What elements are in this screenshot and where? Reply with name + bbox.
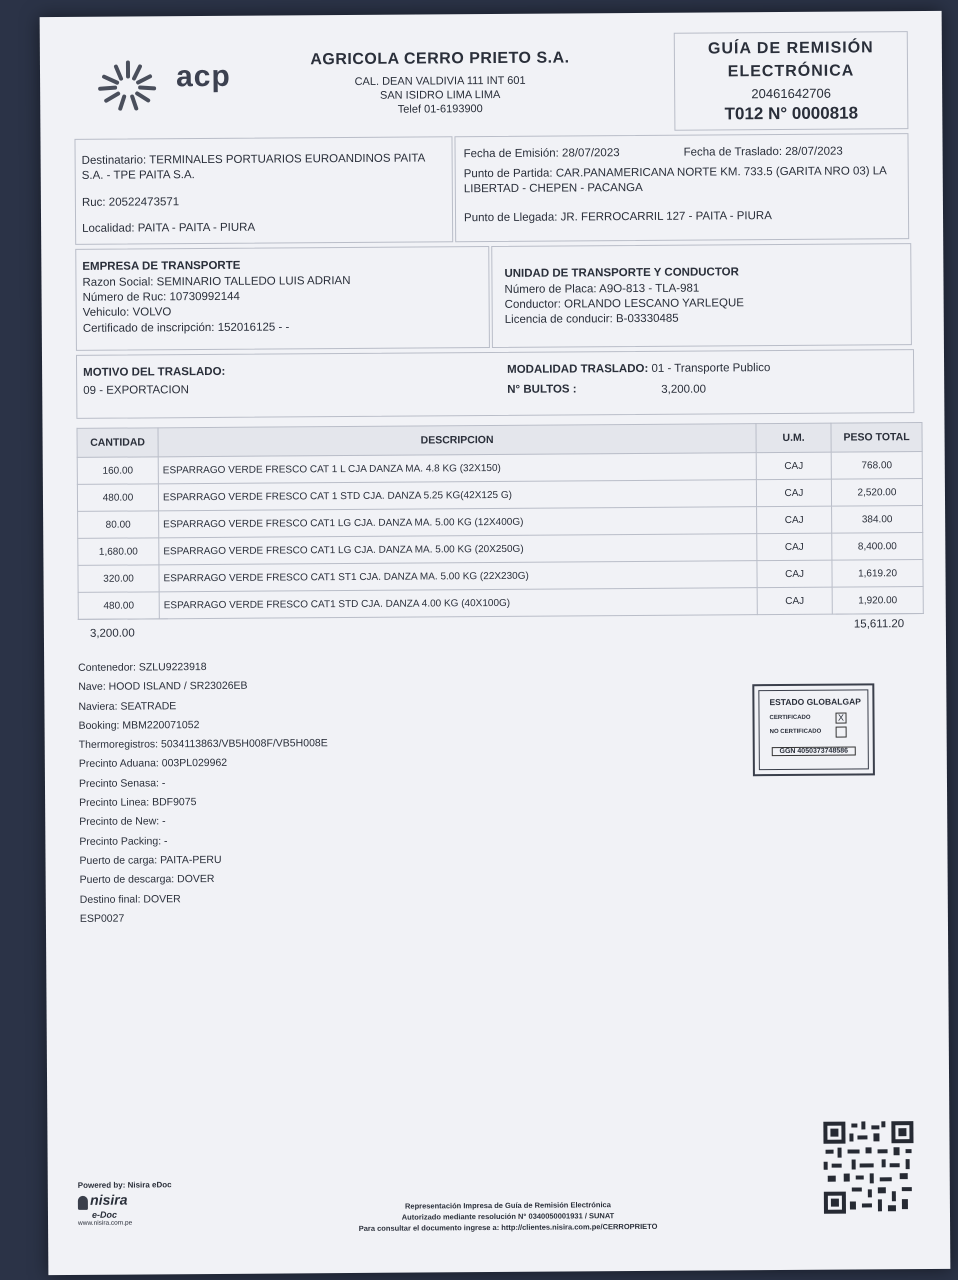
cell-peso: 1,920.00: [832, 587, 923, 615]
cell-peso: 384.00: [832, 506, 923, 534]
fecha-emision-line: [464, 146, 620, 162]
transporte-ruc-label: Número de Ruc:: [82, 291, 167, 304]
total-cantidad: 3,200.00: [89, 627, 135, 640]
vehiculo-label: Vehiculo:: [82, 306, 130, 319]
destinatario-box: [74, 136, 453, 245]
destinatario-ruc-line: [82, 195, 179, 211]
total-cantidad-rule: [78, 618, 168, 620]
motivo-title: MOTIVO DEL TRASLADO:: [83, 365, 226, 379]
col-um: U.M.: [756, 423, 831, 453]
fecha-traslado-label: Fecha de Traslado:: [683, 145, 783, 159]
fecha-emision: 28/07/2023: [561, 147, 620, 160]
powered-by-text: Powered by: Nisira eDoc: [77, 1180, 172, 1190]
cell-um: CAJ: [757, 560, 832, 588]
detail-puerto-carga: Puerto de carga: PAITA-PERU: [79, 853, 222, 867]
table-row: [78, 587, 923, 620]
detail-precinto-senasa: Precinto Senasa: -: [78, 777, 166, 790]
fecha-emision-label: Fecha de Emisión:: [463, 147, 559, 161]
footer-line-2: Autorizado mediante resolución N° 0340050001931 / SUNAT: [401, 1211, 615, 1222]
globalgap-title: ESTADO GLOBALGAP: [769, 696, 861, 708]
total-peso-rule: [836, 613, 924, 615]
fecha-traslado-line: [684, 145, 843, 161]
company-name: AGRICOLA CERRO PRIETO S.A.: [310, 49, 570, 69]
detail-precinto-linea: Precinto Linea: BDF9075: [79, 796, 197, 809]
motivo-traslado-box: [76, 349, 914, 419]
localidad-value: PAITA - PAITA - PIURA: [137, 221, 256, 235]
guia-number: T012 N° 0000818: [724, 103, 859, 124]
modalidad-label: MODALIDAD TRASLADO:: [507, 362, 649, 376]
guia-remision-box: [674, 31, 909, 131]
razon-social-line: [82, 274, 350, 291]
vehiculo: VOLVO: [132, 306, 172, 319]
cell-descripcion: ESPARRAGO VERDE FRESCO CAT 1 STD CJA. DANZA 5.25 KG(42X125 G): [158, 480, 756, 511]
footer-line-1: Representación Impresa de Guía de Remisión Electrónica: [404, 1200, 611, 1211]
traslado-info-box: [454, 133, 909, 242]
detail-naviera: Naviera: SEATRADE: [78, 699, 177, 713]
destinatario-name: TERMINALES PORTUARIOS EUROANDINOS PAITA S.A. - TPE PAITA S.A.: [81, 152, 425, 182]
certificado: 152016125 - -: [217, 321, 290, 334]
transporte-ruc-line: [83, 290, 240, 306]
cell-cantidad: 480.00: [77, 484, 158, 512]
bultos-value: 3,200.00: [661, 383, 707, 396]
licencia: B-03330485: [615, 312, 679, 326]
qr-code-icon: [821, 1119, 916, 1216]
cell-um: CAJ: [756, 479, 831, 507]
logo-text: acp: [175, 59, 231, 94]
company-phone: Telef 01-6193900: [397, 103, 483, 116]
cell-um: CAJ: [757, 533, 832, 561]
detail-destino-final: Destino final: DOVER: [79, 892, 181, 906]
sun-logo-icon: [88, 54, 168, 115]
punto-partida-label: Punto de Partida:: [463, 167, 553, 181]
detail-booking: Booking: MBM220071052: [78, 718, 200, 732]
nisira-edoc: e-Doc: [91, 1209, 118, 1220]
document-page: [40, 11, 951, 1275]
no-certificado-text: NO CERTIFICADO: [769, 728, 822, 736]
certificado-label: Certificado de inscripción:: [82, 321, 215, 335]
guia-title-2: ELECTRÓNICA: [727, 62, 855, 81]
destinatario-ruc: 20522473571: [108, 196, 180, 209]
cell-cantidad: 80.00: [78, 511, 159, 539]
cell-um: CAJ: [757, 587, 832, 615]
punto-llegada-label: Punto de Llegada:: [463, 211, 558, 225]
detail-contenedor: Contenedor: SZLU9223918: [78, 661, 207, 674]
punto-llegada-line: [464, 209, 772, 226]
conductor-line: [505, 296, 744, 313]
cell-um: CAJ: [757, 506, 832, 534]
punto-partida: CAR.PANAMERICANA NORTE KM. 733.5 (GARITA NRO 03) LA LIBERTAD - CHEPEN - PACANGA: [463, 165, 887, 196]
powered-by: [78, 1180, 172, 1227]
punto-partida-line: [464, 164, 900, 197]
nisira-brand: nisira: [90, 1191, 128, 1208]
cell-cantidad: 1,680.00: [78, 538, 159, 566]
conductor: ORLANDO LESCANO YARLEQUE: [564, 297, 744, 311]
globalgap-box: [752, 683, 875, 776]
detail-precinto-new: Precinto de New: -: [79, 815, 166, 829]
nisira-site: www.nisira.com.pe: [78, 1219, 133, 1227]
unidad-title: UNIDAD DE TRANSPORTE Y CONDUCTOR: [504, 266, 739, 280]
certificado-checkbox: X: [835, 713, 846, 724]
cell-peso: 8,400.00: [832, 533, 923, 561]
licencia-label: Licencia de conducir:: [504, 313, 613, 326]
items-table: [76, 422, 923, 620]
bultos-label: N° BULTOS :: [507, 383, 577, 396]
cell-descripcion: ESPARRAGO VERDE FRESCO CAT1 ST1 CJA. DANZA MA. 5.00 KG (22X230G): [159, 561, 757, 592]
globalgap-inner: [758, 689, 869, 770]
detail-nave: Nave: HOOD ISLAND / SR23026EB: [78, 680, 248, 694]
company-header: [290, 49, 590, 117]
cell-descripcion: ESPARRAGO VERDE FRESCO CAT1 LG CJA. DANZA MA. 5.00 KG (12X400G): [159, 507, 757, 538]
placa-line: [504, 282, 699, 298]
cell-descripcion: ESPARRAGO VERDE FRESCO CAT1 STD CJA. DANZA 4.00 KG (40X100G): [159, 588, 757, 619]
cell-descripcion: ESPARRAGO VERDE FRESCO CAT 1 L CJA DANZA MA. 4.8 KG (32X150): [158, 453, 756, 484]
detail-puerto-descarga: Puerto de descarga: DOVER: [79, 873, 215, 887]
motivo-value: 09 - EXPORTACION: [83, 384, 189, 397]
cell-peso: 2,520.00: [831, 479, 922, 507]
company-address-2: SAN ISIDRO LIMA LIMA: [379, 88, 501, 102]
placa-label: Número de Placa:: [504, 283, 597, 296]
cell-peso: 1,619.20: [832, 560, 923, 588]
qr-code: [821, 1119, 916, 1216]
col-peso: PESO TOTAL: [831, 423, 922, 453]
certificado-text: CERTIFICADO: [769, 714, 811, 722]
modalidad-line: [507, 361, 770, 378]
transporte-ruc: 10730992144: [169, 290, 240, 304]
globalgap-certificado: [770, 715, 811, 721]
shipment-details: [78, 657, 329, 929]
modalidad: 01 - Transporte Publico: [651, 362, 771, 375]
razon-social-label: Razon Social:: [82, 276, 154, 289]
guia-title-1: GUÍA DE REMISIÓN: [707, 39, 874, 58]
punto-llegada: JR. FERROCARRIL 127 - PAITA - PIURA: [560, 210, 772, 224]
unidad-transporte-box: [491, 243, 912, 348]
no-certificado-checkbox: [836, 727, 847, 738]
detail-precinto-aduana: Precinto Aduana: 003PL029962: [78, 757, 228, 771]
fecha-traslado: 28/07/2023: [785, 145, 843, 158]
cell-cantidad: 480.00: [78, 592, 159, 620]
footer-line-3: Para consultar el documento ingrese a: http://clientes.nisira.com.pe/CERROPRIETO: [358, 1221, 658, 1233]
detail-thermoregistros: Thermoregistros: 5034113863/VB5H008F/VB5H008E: [78, 737, 328, 752]
cell-peso: 768.00: [831, 452, 922, 480]
col-cantidad: CANTIDAD: [77, 428, 158, 458]
company-address-1: CAL. DEAN VALDIVIA 111 INT 601: [354, 74, 526, 88]
empresa-transporte-title: EMPRESA DE TRANSPORTE: [82, 259, 241, 273]
detail-code: ESP0027: [79, 912, 125, 925]
destinatario-label: Destinatario:: [81, 154, 147, 167]
vehiculo-line: [83, 305, 172, 321]
detail-precinto-packing: Precinto Packing: -: [79, 834, 168, 848]
cell-cantidad: 160.00: [77, 457, 158, 485]
nisira-leaf-icon: [78, 1196, 88, 1210]
nisira-logo: [78, 1191, 172, 1220]
cell-cantidad: 320.00: [78, 565, 159, 593]
company-logo: [88, 54, 248, 115]
guia-ruc: 20461642706: [751, 85, 831, 102]
total-peso: 15,611.20: [853, 618, 905, 631]
placa: A9O-813 - TLA-981: [599, 282, 700, 296]
destinatario-localidad-line: [82, 221, 255, 237]
licencia-line: [505, 312, 679, 328]
ggn-number: GGN 4050373748586: [772, 746, 856, 756]
cell-um: CAJ: [756, 452, 831, 480]
col-descripcion: DESCRIPCION: [158, 424, 756, 457]
globalgap-no-certificado: [770, 729, 822, 735]
conductor-label: Conductor:: [504, 298, 561, 311]
certificado-line: [83, 320, 290, 336]
destinatario-ruc-label: Ruc:: [81, 196, 106, 209]
destinatario-line: [82, 151, 448, 184]
empresa-transporte-box: [75, 246, 490, 351]
footer-legal: [288, 1198, 728, 1234]
localidad-label: Localidad:: [82, 222, 135, 235]
cell-descripcion: ESPARRAGO VERDE FRESCO CAT1 LG CJA. DANZA MA. 5.00 KG (20X250G): [159, 534, 757, 565]
razon-social: SEMINARIO TALLEDO LUIS ADRIAN: [156, 275, 351, 289]
